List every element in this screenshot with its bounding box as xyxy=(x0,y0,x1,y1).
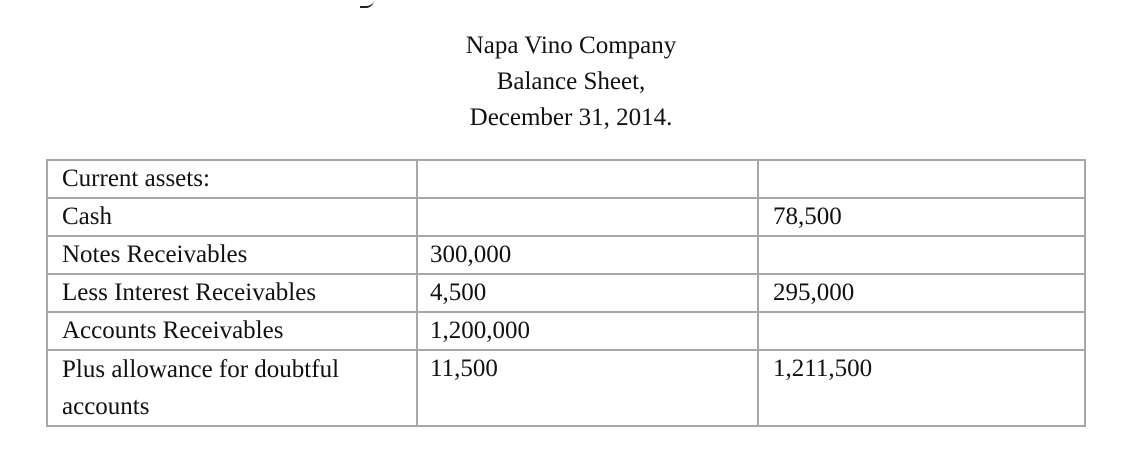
amount-cell: 4,500 xyxy=(417,274,758,312)
table-row xyxy=(47,160,1085,198)
amount-cell xyxy=(417,160,758,198)
row-label: Notes Receivables xyxy=(47,236,417,274)
amount-cell: 11,500 xyxy=(417,350,758,426)
table-row xyxy=(47,236,1085,274)
amount-cell xyxy=(417,198,758,236)
balance-sheet-table xyxy=(46,159,1086,427)
amount-cell: 1,200,000 xyxy=(417,312,758,350)
statement-title: Balance Sheet, xyxy=(496,68,646,95)
statement-date: December 31, 2014. xyxy=(469,104,673,131)
total-cell: 1,211,500 xyxy=(758,350,1085,426)
table-row xyxy=(47,198,1085,236)
row-label: Less Interest Receivables xyxy=(47,274,417,312)
table-row xyxy=(47,312,1085,350)
row-label: Cash xyxy=(47,198,417,236)
total-cell xyxy=(758,312,1085,350)
table-row xyxy=(47,350,1085,426)
row-label-cell xyxy=(47,350,417,426)
row-label: Plus allowance for doubtful accounts xyxy=(62,356,340,420)
top-edge-mark xyxy=(360,0,374,8)
document-header xyxy=(0,28,1142,136)
total-cell xyxy=(758,236,1085,274)
row-label: Accounts Receivables xyxy=(47,312,417,350)
company-name: Napa Vino Company xyxy=(465,32,677,59)
table-row xyxy=(47,274,1085,312)
amount-cell: 300,000 xyxy=(417,236,758,274)
row-label: Current assets: xyxy=(47,160,417,198)
total-cell: 78,500 xyxy=(758,198,1085,236)
total-cell: 295,000 xyxy=(758,274,1085,312)
total-cell xyxy=(758,160,1085,198)
